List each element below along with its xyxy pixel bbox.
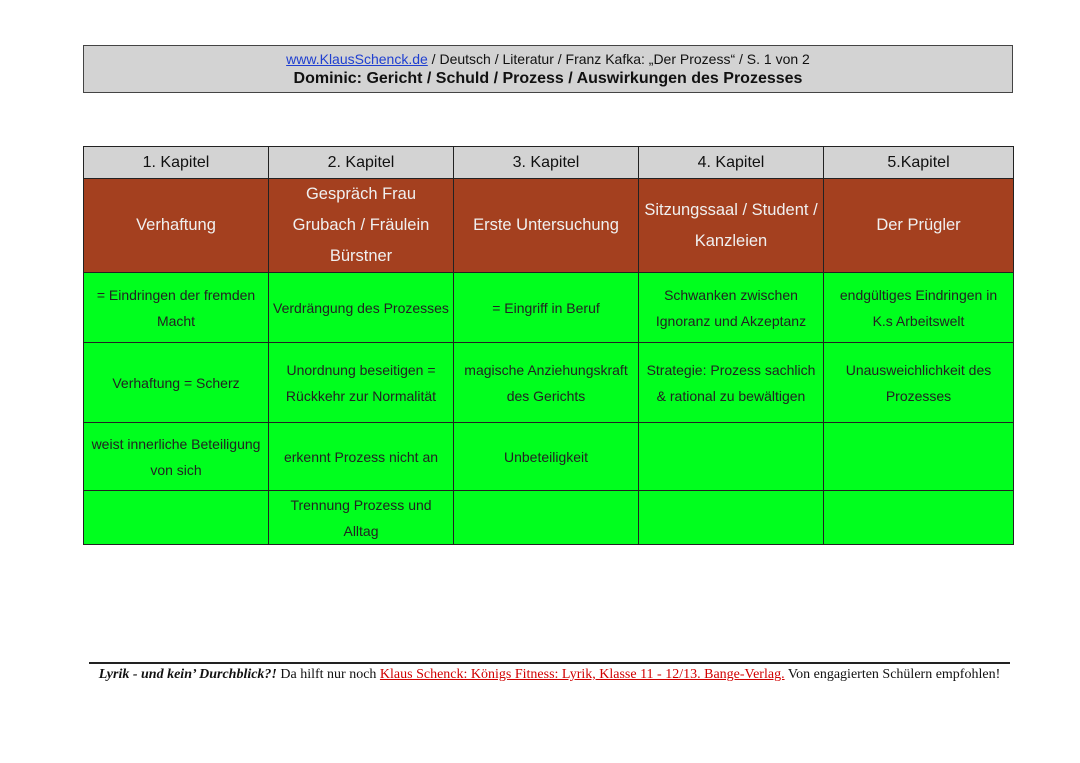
table-row: [84, 423, 1014, 491]
topic-cell: Verhaftung: [84, 179, 269, 273]
topic-cell: Erste Untersuchung: [454, 179, 639, 273]
table-row: [84, 491, 1014, 545]
topic-cell: Gespräch Frau Grubach / Fräulein Bürstner: [269, 179, 454, 273]
table-cell: Unbeteiligkeit: [454, 423, 639, 491]
table-cell: Strategie: Prozess sachlich & rational zu bewältigen: [639, 343, 824, 423]
chapter-table: [83, 146, 1014, 545]
table-cell: erkennt Prozess nicht an: [269, 423, 454, 491]
page-header: [83, 45, 1013, 93]
table-cell: endgültiges Eindringen in K.s Arbeitswelt: [824, 273, 1014, 343]
topic-cell: Der Prügler: [824, 179, 1014, 273]
table-row: [84, 273, 1014, 343]
header-row: [84, 147, 1014, 179]
table-cell: magische Anziehungskraft des Gerichts: [454, 343, 639, 423]
table-cell: [639, 423, 824, 491]
column-header: 4. Kapitel: [639, 147, 824, 179]
footer-text: Da hilft nur noch: [276, 667, 380, 682]
table-cell: [84, 491, 269, 545]
column-header: 3. Kapitel: [454, 147, 639, 179]
table-cell: Verdrängung des Prozesses: [269, 273, 454, 343]
topic-row: [84, 179, 1014, 273]
table-cell: Unausweichlichkeit des Prozesses: [824, 343, 1014, 423]
topic-cell: Sitzungssaal / Student / Kanzleien: [639, 179, 824, 273]
table-cell: Verhaftung = Scherz: [84, 343, 269, 423]
table-row: [84, 343, 1014, 423]
table-cell: [454, 491, 639, 545]
footer-divider: [89, 662, 1010, 664]
column-header: 1. Kapitel: [84, 147, 269, 179]
table-cell: Trennung Prozess und Alltag: [269, 491, 454, 545]
table-cell: Unordnung beseitigen = Rückkehr zur Normalität: [269, 343, 454, 423]
column-header: 2. Kapitel: [269, 147, 454, 179]
page-title: Dominic: Gericht / Schuld / Prozess / Auswirkungen des Prozesses: [293, 70, 803, 87]
table-cell: weist innerliche Beteiligung von sich: [84, 423, 269, 491]
table-cell: [639, 491, 824, 545]
header-breadcrumb-line: [84, 50, 1012, 68]
footer: [89, 666, 1010, 684]
table-cell: [824, 491, 1014, 545]
breadcrumb: / Deutsch / Literatur / Franz Kafka: „Der Prozess“ / S. 1 von 2: [427, 51, 810, 67]
site-link[interactable]: www.KlausSchenck.de: [286, 51, 428, 67]
column-header: 5.Kapitel: [824, 147, 1014, 179]
footer-lead: Lyrik - und kein’ Durchblick?!: [98, 667, 277, 682]
footer-text-end: Von engagierten Schülern empfohlen!: [784, 667, 1001, 682]
book-link[interactable]: Klaus Schenck: Königs Fitness: Lyrik, Klasse 11 - 12/13. Bange-Verlag.: [379, 667, 785, 682]
table-cell: [824, 423, 1014, 491]
table-cell: = Eindringen der fremden Macht: [84, 273, 269, 343]
table-cell: = Eingriff in Beruf: [454, 273, 639, 343]
table-cell: Schwanken zwischen Ignoranz und Akzeptanz: [639, 273, 824, 343]
